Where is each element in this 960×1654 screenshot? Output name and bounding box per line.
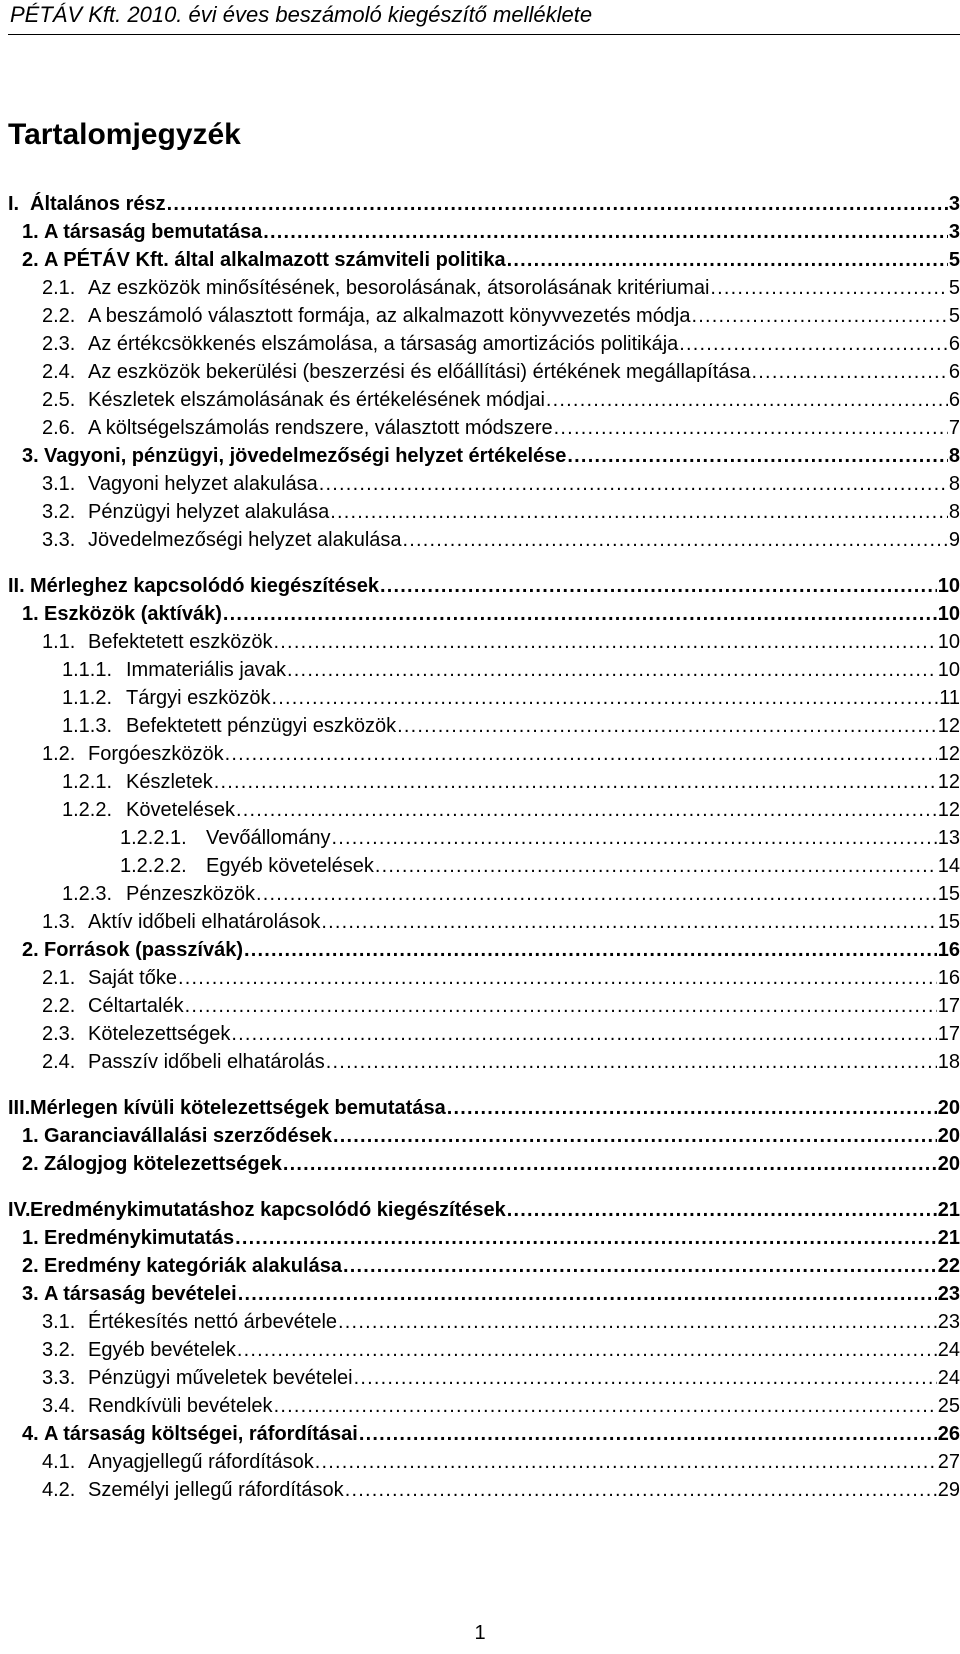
toc-entry-page: 7 bbox=[948, 417, 960, 439]
toc-dot-leader bbox=[287, 656, 937, 684]
toc-entry-page: 24 bbox=[937, 1367, 960, 1389]
toc-entry-number: 1.2.3. bbox=[62, 883, 113, 905]
toc-entry-title: A társaság bevételei bbox=[44, 1283, 237, 1305]
toc-entry-number: I. bbox=[8, 193, 20, 215]
toc-entry-title: Eszközök (aktívák) bbox=[44, 603, 222, 625]
toc-dot-leader bbox=[397, 712, 937, 740]
toc-dot-leader bbox=[546, 386, 948, 414]
toc-dot-leader bbox=[710, 274, 947, 302]
toc-entry-page: 12 bbox=[937, 799, 960, 821]
toc-dot-leader bbox=[343, 1252, 937, 1280]
toc-dot-leader bbox=[403, 526, 948, 554]
toc-dot-leader bbox=[178, 964, 937, 992]
toc-entry-number: 1. bbox=[22, 221, 39, 243]
toc-entry-page: 26 bbox=[937, 1423, 960, 1445]
toc-entry-title: Befektetett eszközök bbox=[88, 631, 273, 653]
toc-entry[interactable] bbox=[8, 1336, 960, 1364]
toc-entry-number: 3. bbox=[22, 445, 39, 467]
toc-entry-title: A PÉTÁV Kft. által alkalmazott számviteli politika bbox=[44, 249, 506, 271]
toc-dot-leader bbox=[167, 190, 948, 218]
toc-entry-title: Jövedelmezőségi helyzet alakulása bbox=[88, 529, 402, 551]
toc-entry[interactable] bbox=[8, 1094, 960, 1122]
toc-dot-leader bbox=[237, 1336, 937, 1364]
toc-entry-number: 2.4. bbox=[42, 1051, 76, 1073]
toc-entry-title: A költségelszámolás rendszere, választott módszere bbox=[88, 417, 553, 439]
toc-entry[interactable] bbox=[8, 936, 960, 964]
toc-entry-number: 1.2.2.2. bbox=[120, 855, 187, 877]
toc-entry-number: II. bbox=[8, 575, 25, 597]
toc-entry-title: Vagyoni, pénzügyi, jövedelmezőségi helyzet értékelése bbox=[44, 445, 567, 467]
toc-entry-page: 10 bbox=[937, 603, 960, 625]
toc-entry-page: 5 bbox=[948, 249, 960, 271]
toc-entry-page: 16 bbox=[937, 967, 960, 989]
toc-entry[interactable] bbox=[8, 684, 960, 712]
toc-entry-page: 6 bbox=[948, 389, 960, 411]
toc-entry-title: A beszámoló választott formája, az alkalmazott könyvvezetés módja bbox=[88, 305, 691, 327]
toc-entry[interactable] bbox=[8, 1420, 960, 1448]
toc-entry-title: Passzív időbeli elhatárolás bbox=[88, 1051, 325, 1073]
toc-dot-leader bbox=[185, 992, 937, 1020]
toc-entry-page: 3 bbox=[948, 221, 960, 243]
toc-entry[interactable] bbox=[8, 246, 960, 274]
toc-dot-leader bbox=[225, 740, 937, 768]
toc-entry[interactable] bbox=[8, 628, 960, 656]
toc-entry-number: 2.2. bbox=[42, 995, 76, 1017]
toc-entry-title: Aktív időbeli elhatárolások bbox=[88, 911, 321, 933]
toc-dot-leader bbox=[332, 824, 937, 852]
toc-dot-leader bbox=[223, 600, 937, 628]
toc-entry-number: 1. bbox=[22, 603, 39, 625]
toc-entry-number: 1.2.1. bbox=[62, 771, 113, 793]
toc-entry-number: 1. bbox=[22, 1125, 39, 1147]
toc-entry-page: 27 bbox=[937, 1451, 960, 1473]
toc-entry-title: Az eszközök minősítésének, besorolásának, átsorolásának kritériumai bbox=[88, 277, 710, 299]
toc-entry[interactable] bbox=[8, 414, 960, 442]
toc-entry-title: Forgóeszközök bbox=[88, 743, 224, 765]
toc-entry-number: 1.2. bbox=[42, 743, 76, 765]
toc-entry[interactable] bbox=[8, 470, 960, 498]
toc-entry-title: Eredménykimutatáshoz kapcsolódó kiegészítések bbox=[30, 1199, 506, 1221]
toc-entry-page: 11 bbox=[939, 687, 960, 709]
toc-dot-leader bbox=[338, 1308, 937, 1336]
document-header: PÉTÁV Kft. 2010. évi éves beszámoló kiegészítő melléklete bbox=[10, 2, 593, 27]
toc-entry-number: 2. bbox=[22, 1153, 39, 1175]
toc-entry-page: 10 bbox=[937, 631, 960, 653]
toc-dot-leader bbox=[679, 330, 948, 358]
toc-entry[interactable] bbox=[8, 1150, 960, 1178]
toc-entry-number: 2.1. bbox=[42, 277, 76, 299]
toc-entry-number: IV. bbox=[8, 1199, 31, 1221]
toc-entry-page: 20 bbox=[937, 1125, 960, 1147]
toc-entry-title: Pénzügyi műveletek bevételei bbox=[88, 1367, 353, 1389]
toc-entry-number: 4.2. bbox=[42, 1479, 76, 1501]
toc-entry-number: 2. bbox=[22, 1255, 39, 1277]
toc-entry-page: 17 bbox=[937, 1023, 960, 1045]
toc-dot-leader bbox=[263, 218, 948, 246]
toc-entry-number: 1.1.1. bbox=[62, 659, 113, 681]
toc-entry[interactable] bbox=[8, 526, 960, 554]
toc-entry-page: 13 bbox=[937, 827, 960, 849]
toc-entry[interactable] bbox=[8, 302, 960, 330]
toc-entry-title: Garanciavállalási szerződések bbox=[44, 1125, 332, 1147]
toc-entry[interactable] bbox=[8, 712, 960, 740]
page-number: 1 bbox=[474, 1622, 486, 1644]
toc-entry-page: 9 bbox=[948, 529, 960, 551]
toc-entry-title: Pénzügyi helyzet alakulása bbox=[88, 501, 330, 523]
toc-entry-number: 2. bbox=[22, 939, 39, 961]
toc-entry-number: 4. bbox=[22, 1423, 39, 1445]
toc-entry-number: 1.1. bbox=[42, 631, 76, 653]
toc-entry[interactable] bbox=[8, 1224, 960, 1252]
toc-entry-title: Rendkívüli bevételek bbox=[88, 1395, 273, 1417]
toc-entry-number: 2.2. bbox=[42, 305, 76, 327]
toc-dot-leader bbox=[272, 684, 939, 712]
toc-entry-number: 2.5. bbox=[42, 389, 76, 411]
toc-entry-page: 20 bbox=[937, 1097, 960, 1119]
toc-entry-title: Eredmény kategóriák alakulása bbox=[44, 1255, 342, 1277]
toc-dot-leader bbox=[231, 1020, 936, 1048]
toc-dot-leader bbox=[359, 1420, 937, 1448]
toc-dot-leader bbox=[567, 442, 947, 470]
toc-entry-number: 3.2. bbox=[42, 501, 76, 523]
toc-dot-leader bbox=[507, 1196, 937, 1224]
toc-entry-number: 1.3. bbox=[42, 911, 76, 933]
toc-entry-title: Saját tőke bbox=[88, 967, 177, 989]
toc-entry-number: 2.6. bbox=[42, 417, 76, 439]
toc-entry[interactable] bbox=[8, 386, 960, 414]
toc-entry[interactable] bbox=[8, 992, 960, 1020]
toc-entry-page: 10 bbox=[937, 659, 960, 681]
toc-entry-title: Mérleghez kapcsolódó kiegészítések bbox=[30, 575, 380, 597]
toc-entry-title: Készletek bbox=[126, 771, 213, 793]
toc-entry[interactable] bbox=[8, 1280, 960, 1308]
toc-entry-number: 1.2.2.1. bbox=[120, 827, 187, 849]
toc-title: Tartalomjegyzék bbox=[8, 118, 241, 151]
toc-entry-page: 23 bbox=[937, 1283, 960, 1305]
toc-entry-title: Az eszközök bekerülési (beszerzési és előállítási) értékének megállapítása bbox=[88, 361, 751, 383]
toc-entry[interactable] bbox=[8, 824, 960, 852]
toc-dot-leader bbox=[330, 498, 948, 526]
toc-entry-page: 5 bbox=[948, 277, 960, 299]
toc-entry[interactable] bbox=[8, 1476, 960, 1504]
toc-entry[interactable] bbox=[8, 218, 960, 246]
toc-entry[interactable] bbox=[8, 600, 960, 628]
toc-entry-number: 3.4. bbox=[42, 1395, 76, 1417]
toc-entry-number: 3.3. bbox=[42, 1367, 76, 1389]
toc-entry-page: 20 bbox=[937, 1153, 960, 1175]
toc-entry-page: 6 bbox=[948, 361, 960, 383]
toc-entry[interactable] bbox=[8, 1364, 960, 1392]
toc-dot-leader bbox=[214, 768, 937, 796]
toc-entry-page: 22 bbox=[937, 1255, 960, 1277]
toc-dot-leader bbox=[274, 1392, 937, 1420]
toc-dot-leader bbox=[447, 1094, 937, 1122]
toc-entry-title: Immateriális javak bbox=[126, 659, 287, 681]
toc-entry-page: 6 bbox=[948, 333, 960, 355]
toc-dot-leader bbox=[507, 246, 948, 274]
toc-entry-number: 4.1. bbox=[42, 1451, 76, 1473]
toc-entry-title: Készletek elszámolásának és értékelésének módjai bbox=[88, 389, 545, 411]
toc-entry[interactable] bbox=[8, 572, 960, 600]
toc-entry-title: Céltartalék bbox=[88, 995, 184, 1017]
toc-dot-leader bbox=[321, 908, 936, 936]
toc-entry-title: Anyagjellegű ráfordítások bbox=[88, 1451, 314, 1473]
toc-entry-title: Mérlegen kívüli kötelezettségek bemutatása bbox=[30, 1097, 446, 1119]
toc-entry[interactable] bbox=[8, 1448, 960, 1476]
toc-entry-page: 8 bbox=[948, 473, 960, 495]
toc-entry-title: Pénzeszközök bbox=[126, 883, 255, 905]
toc-entry-number: 1.1.3. bbox=[62, 715, 113, 737]
toc-entry-page: 18 bbox=[937, 1051, 960, 1073]
toc-entry[interactable] bbox=[8, 768, 960, 796]
toc-dot-leader bbox=[319, 470, 948, 498]
toc-entry-title: Vagyoni helyzet alakulása bbox=[88, 473, 318, 495]
toc-entry[interactable] bbox=[8, 330, 960, 358]
toc-entry-title: Követelések bbox=[126, 799, 235, 821]
toc-entry-number: 1.2.2. bbox=[62, 799, 113, 821]
toc-entry[interactable] bbox=[8, 498, 960, 526]
toc-entry[interactable] bbox=[8, 358, 960, 386]
toc-dot-leader bbox=[326, 1048, 937, 1076]
toc-entry[interactable] bbox=[8, 1122, 960, 1150]
toc-entry-page: 5 bbox=[948, 305, 960, 327]
toc-entry[interactable] bbox=[8, 1308, 960, 1336]
toc-entry-page: 10 bbox=[937, 575, 960, 597]
toc-dot-leader bbox=[236, 796, 937, 824]
toc-entry-title: Források (passzívák) bbox=[44, 939, 243, 961]
toc-entry[interactable] bbox=[8, 656, 960, 684]
toc-entry-page: 29 bbox=[937, 1479, 960, 1501]
toc-entry-title: Általános rész bbox=[30, 193, 166, 215]
toc-dot-leader bbox=[256, 880, 937, 908]
toc-entry-title: Eredménykimutatás bbox=[44, 1227, 235, 1249]
toc-dot-leader bbox=[235, 1224, 937, 1252]
toc-dot-leader bbox=[752, 358, 948, 386]
toc-entry-number: 3.1. bbox=[42, 1311, 76, 1333]
toc-entry-number: III. bbox=[8, 1097, 31, 1119]
toc-dot-leader bbox=[354, 1364, 937, 1392]
toc-entry[interactable] bbox=[8, 442, 960, 470]
toc-entry-number: 1.1.2. bbox=[62, 687, 113, 709]
header-rule bbox=[8, 34, 960, 35]
toc-entry[interactable] bbox=[8, 964, 960, 992]
toc-entry-title: Tárgyi eszközök bbox=[126, 687, 271, 709]
toc-entry-number: 2. bbox=[22, 249, 39, 271]
toc-entry-title: Egyéb bevételek bbox=[88, 1339, 236, 1361]
toc-dot-leader bbox=[274, 628, 937, 656]
toc-entry-page: 21 bbox=[937, 1227, 960, 1249]
toc-entry-number: 1. bbox=[22, 1227, 39, 1249]
toc-dot-leader bbox=[283, 1150, 937, 1178]
toc-entry-title: A társaság költségei, ráfordításai bbox=[44, 1423, 358, 1445]
toc-dot-leader bbox=[315, 1448, 937, 1476]
toc-entry-page: 8 bbox=[948, 501, 960, 523]
toc-entry-title: Az értékcsökkenés elszámolása, a társaság amortizációs politikája bbox=[88, 333, 679, 355]
toc-entry-page: 24 bbox=[937, 1339, 960, 1361]
toc-dot-leader bbox=[554, 414, 948, 442]
toc-entry-page: 16 bbox=[937, 939, 960, 961]
toc-entry-title: Kötelezettségek bbox=[88, 1023, 231, 1045]
toc-entry-page: 12 bbox=[937, 715, 960, 737]
toc-entry-title: Vevőállomány bbox=[206, 827, 331, 849]
toc-entry-title: Személyi jellegű ráfordítások bbox=[88, 1479, 344, 1501]
toc-entry-number: 3.1. bbox=[42, 473, 76, 495]
toc-entry-page: 25 bbox=[937, 1395, 960, 1417]
toc-entry-page: 14 bbox=[937, 855, 960, 877]
toc-dot-leader bbox=[692, 302, 948, 330]
toc-entry[interactable] bbox=[8, 190, 960, 218]
toc-entry-title: Befektetett pénzügyi eszközök bbox=[126, 715, 397, 737]
toc-entry-title: A társaság bemutatása bbox=[44, 221, 263, 243]
toc-entry-number: 2.1. bbox=[42, 967, 76, 989]
toc-entry-number: 2.4. bbox=[42, 361, 76, 383]
toc-entry[interactable] bbox=[8, 880, 960, 908]
toc-dot-leader bbox=[380, 572, 937, 600]
toc-entry[interactable] bbox=[8, 1048, 960, 1076]
toc-entry-page: 21 bbox=[937, 1199, 960, 1221]
toc-entry[interactable] bbox=[8, 908, 960, 936]
toc-entry-page: 15 bbox=[937, 911, 960, 933]
toc-dot-leader bbox=[333, 1122, 937, 1150]
toc-entry[interactable] bbox=[8, 1020, 960, 1048]
toc-entry[interactable] bbox=[8, 796, 960, 824]
toc-entry-page: 12 bbox=[937, 743, 960, 765]
toc-entry-number: 2.3. bbox=[42, 1023, 76, 1045]
toc-entry-page: 23 bbox=[937, 1311, 960, 1333]
toc-entry-page: 3 bbox=[948, 193, 960, 215]
toc-entry-page: 17 bbox=[937, 995, 960, 1017]
toc-entry-page: 15 bbox=[937, 883, 960, 905]
toc-dot-leader bbox=[244, 936, 937, 964]
toc-entry[interactable] bbox=[8, 274, 960, 302]
toc-entry[interactable] bbox=[8, 1392, 960, 1420]
toc-entry-title: Zálogjog kötelezettségek bbox=[44, 1153, 282, 1175]
toc-entry-title: Értékesítés nettó árbevétele bbox=[88, 1311, 338, 1333]
toc-entry[interactable] bbox=[8, 852, 960, 880]
toc-entry-title: Egyéb követelések bbox=[206, 855, 374, 877]
toc-entry-number: 3.2. bbox=[42, 1339, 76, 1361]
toc-dot-leader bbox=[238, 1280, 937, 1308]
toc-entry[interactable] bbox=[8, 740, 960, 768]
toc-entry[interactable] bbox=[8, 1196, 960, 1224]
toc-entry-page: 12 bbox=[937, 771, 960, 793]
toc-entry-number: 3. bbox=[22, 1283, 39, 1305]
toc-entry-number: 3.3. bbox=[42, 529, 76, 551]
toc-entry-number: 2.3. bbox=[42, 333, 76, 355]
toc-dot-leader bbox=[375, 852, 937, 880]
toc-entry-page: 8 bbox=[948, 445, 960, 467]
toc-entry[interactable] bbox=[8, 1252, 960, 1280]
toc-dot-leader bbox=[345, 1476, 937, 1504]
